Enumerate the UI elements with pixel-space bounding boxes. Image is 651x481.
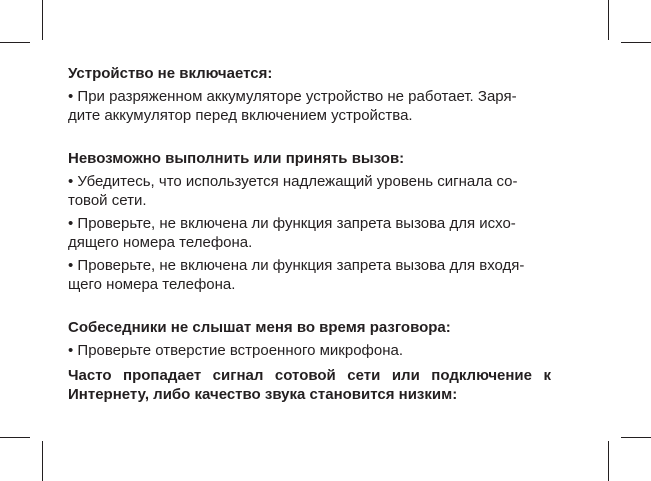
troubleshooting-content xyxy=(68,64,551,404)
crop-mark-bottom-right-horizontal xyxy=(621,437,651,438)
crop-mark-bottom-right-vertical xyxy=(608,441,609,481)
section-device-not-turning-on xyxy=(68,64,551,125)
crop-mark-bottom-left-vertical xyxy=(42,441,43,481)
crop-mark-bottom-left-horizontal xyxy=(0,437,30,438)
bullet-item: • Проверьте, не включена ли функция запрета вызова для исхо- дящего номера телефона. xyxy=(68,215,516,251)
section-others-cannot-hear xyxy=(68,318,551,360)
section-signal-drops xyxy=(68,366,551,404)
bullet-item: • При разряженном аккумуляторе устройство не работает. Заря- дите аккумулятор перед включением устройства. xyxy=(68,88,517,124)
crop-mark-top-right-vertical xyxy=(608,0,609,40)
section-title: Устройство не включается: xyxy=(68,65,273,82)
crop-mark-top-right-horizontal xyxy=(621,42,651,43)
crop-mark-top-left-vertical xyxy=(42,0,43,40)
section-title: Часто пропадает сигнал сотовой сети или подключение к Интернету, либо качество звука становится низким: xyxy=(68,367,551,403)
section-title: Невозможно выполнить или принять вызов: xyxy=(68,150,405,167)
section-title: Собеседники не слышат меня во время разговора: xyxy=(68,319,451,336)
bullet-item: • Проверьте отверстие встроенного микрофона. xyxy=(68,342,404,359)
bullet-item: • Убедитесь, что используется надлежащий уровень сигнала со- товой сети. xyxy=(68,173,518,209)
section-cannot-make-call xyxy=(68,149,551,294)
bullet-item: • Проверьте, не включена ли функция запрета вызова для входя- щего номера телефона. xyxy=(68,257,525,293)
crop-mark-top-left-horizontal xyxy=(0,42,30,43)
